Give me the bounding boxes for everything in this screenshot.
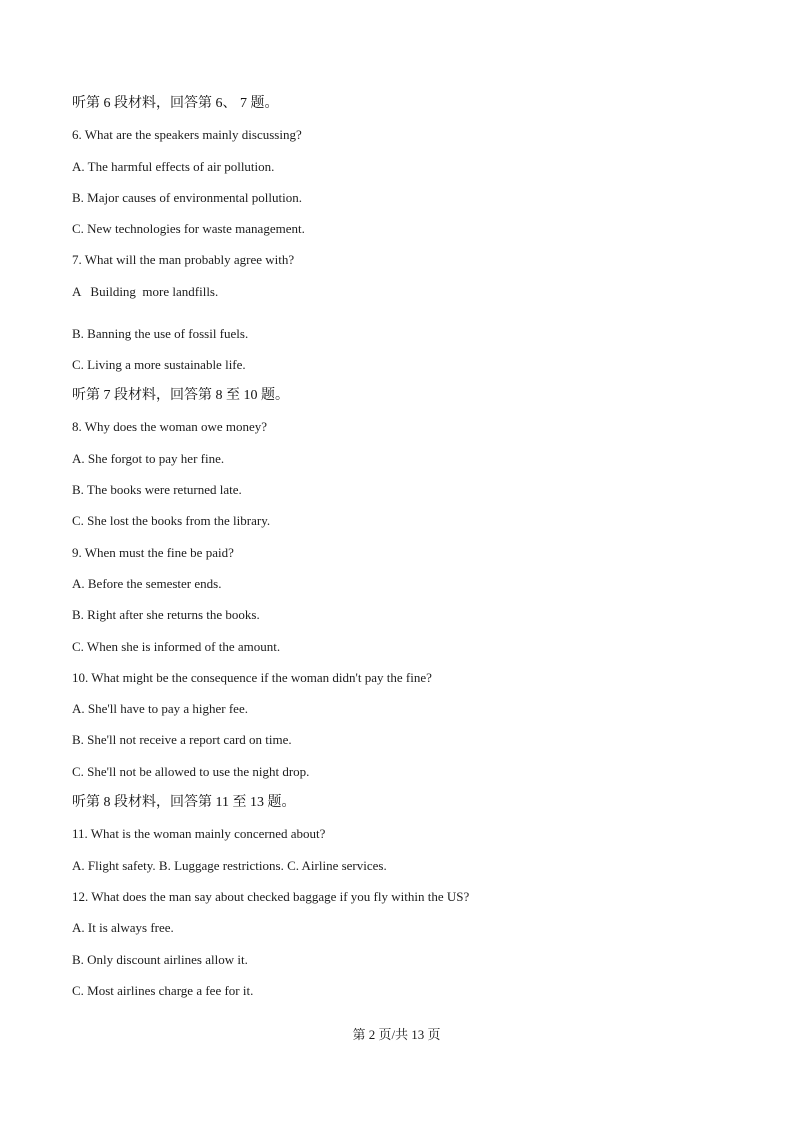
section bbox=[72, 88, 752, 380]
answer-option: A. She forgot to pay her fine. bbox=[72, 450, 225, 466]
answer-option: C. New technologies for waste management. bbox=[72, 221, 305, 237]
question-stem: 7. What will the man probably agree with? bbox=[72, 252, 295, 268]
answer-option: B. Major causes of environmental pollution. bbox=[72, 189, 302, 205]
answer-option: C. Living a more sustainable life. bbox=[72, 356, 246, 372]
question-block bbox=[72, 662, 752, 787]
question-block bbox=[72, 881, 752, 1006]
section-heading: 听第 7 段材料，回答第 8 至 10 题。 bbox=[72, 388, 289, 404]
answer-option: B. Banning the use of fossil fuels. bbox=[72, 325, 249, 341]
section bbox=[72, 787, 752, 1006]
question-block bbox=[72, 411, 752, 536]
answer-option: B. The books were returned late. bbox=[72, 482, 242, 498]
answer-option: A. Flight safety. B. Luggage restrictions. C. Airline services. bbox=[72, 857, 387, 873]
question-block bbox=[72, 818, 752, 881]
answer-option: C. Most airlines charge a fee for it. bbox=[72, 982, 254, 998]
question-block bbox=[72, 244, 752, 380]
answer-option: B. Right after she returns the books. bbox=[72, 607, 260, 623]
answer-option: C. She'll not be allowed to use the night drop. bbox=[72, 763, 310, 779]
question-stem: 11. What is the woman mainly concerned about? bbox=[72, 826, 326, 842]
question-block bbox=[72, 537, 752, 662]
answer-option: B. She'll not receive a report card on time. bbox=[72, 732, 292, 748]
question-stem: 6. What are the speakers mainly discussing? bbox=[72, 127, 302, 143]
page-content bbox=[72, 88, 752, 1006]
section bbox=[72, 380, 752, 787]
page-number-footer: 第 2 页/共 13 页 bbox=[352, 1027, 441, 1042]
question-stem: 12. What does the man say about checked baggage if you fly within the US? bbox=[72, 888, 470, 904]
section-heading: 听第 8 段材料，回答第 11 至 13 题。 bbox=[72, 795, 296, 811]
question-stem: 10. What might be the consequence if the woman didn't pay the fine? bbox=[72, 669, 432, 685]
answer-option: B. Only discount airlines allow it. bbox=[72, 951, 248, 967]
answer-option: C. When she is informed of the amount. bbox=[72, 638, 281, 654]
question-stem: 8. Why does the woman owe money? bbox=[72, 419, 268, 435]
question-stem: 9. When must the fine be paid? bbox=[72, 544, 234, 560]
question-block bbox=[72, 119, 752, 244]
answer-option: A. It is always free. bbox=[72, 920, 174, 936]
answer-option: A Building more landfills. bbox=[72, 283, 219, 299]
answer-option: C. She lost the books from the library. bbox=[72, 513, 271, 529]
section-heading: 听第 6 段材料，回答第 6、 7 题。 bbox=[72, 96, 279, 111]
answer-option: A. She'll have to pay a higher fee. bbox=[72, 701, 248, 717]
answer-option: A. The harmful effects of air pollution. bbox=[72, 158, 275, 174]
answer-option: A. Before the semester ends. bbox=[72, 575, 222, 591]
